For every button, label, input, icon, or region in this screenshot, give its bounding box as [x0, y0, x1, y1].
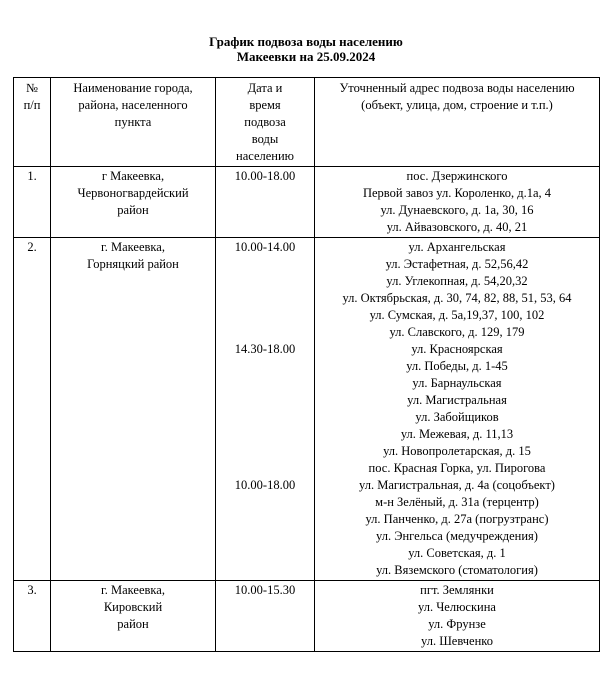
time-line: [218, 375, 312, 392]
header-time: [216, 78, 315, 167]
address-line: ул. Сумская, д. 5а,19,37, 100, 102: [369, 308, 545, 322]
title-line-2: Макеевки на 25.09.2024: [236, 49, 376, 64]
header-num: [14, 78, 51, 167]
time-line: [218, 443, 312, 460]
address-line: ул. Победы, д. 1-45: [406, 359, 508, 373]
address-line: ул. Забойщиков: [415, 410, 499, 424]
row-number: 1.: [14, 167, 51, 238]
place-line: Червоногвардейский: [77, 186, 189, 200]
place-line: г. Макеевка,: [101, 583, 165, 597]
place-line: район: [117, 617, 149, 631]
address-line: ул. Славского, д. 129, 179: [389, 325, 525, 339]
address-line: ул. Советская, д. 1: [408, 546, 506, 560]
time-line: [218, 392, 312, 409]
table-header-row: [14, 78, 600, 167]
header-text-line: №: [26, 81, 38, 95]
address-line: ул. Межевая, д. 11,13: [400, 427, 514, 441]
table-body: [14, 167, 600, 652]
header-text-line: п/п: [23, 98, 41, 112]
header-text-line: пункта: [114, 115, 152, 129]
header-address: [315, 78, 600, 167]
row-addresses: [315, 238, 600, 581]
address-line: ул. Шевченко: [421, 634, 493, 648]
row-number: 2.: [14, 238, 51, 581]
header-text-line: Уточненный адрес подвоза воды населению: [339, 81, 575, 95]
place-line: район: [117, 203, 149, 217]
time-line: 14.30-18.00: [234, 342, 296, 356]
header-text-line: Наименование города,: [73, 81, 193, 95]
header-text-line: воды: [251, 132, 279, 146]
address-line: ул. Дунаевского, д. 1а, 30, 16: [380, 203, 534, 217]
header-text-line: населению: [236, 149, 294, 163]
address-line: ул. Красноярская: [411, 342, 503, 356]
address-line: ул. Айвазовского, д. 40, 21: [386, 220, 528, 234]
address-line: ул. Октябрьская, д. 30, 74, 82, 88, 51, 53, 64: [342, 291, 572, 305]
row-place: [51, 238, 216, 581]
header-text-line: (объект, улица, дом, строение и т.п.): [361, 98, 553, 112]
address-line: ул. Панченко, д. 27а (погрузтранс): [365, 512, 549, 526]
row-time: [216, 581, 315, 652]
time-line: [218, 426, 312, 443]
place-line: Горняцкий район: [87, 257, 179, 271]
table-row: [14, 167, 600, 238]
header-text-line: подвоза: [244, 115, 286, 129]
address-line: ул. Эстафетная, д. 52,56,42: [385, 257, 529, 271]
row-time: [216, 238, 315, 581]
time-line: 10.00-14.00: [234, 240, 296, 254]
row-place: [51, 167, 216, 238]
table-row: [14, 238, 600, 581]
row-time: [216, 167, 315, 238]
address-line: пгт. Землянки: [420, 583, 494, 597]
row-addresses: [315, 581, 600, 652]
time-line: 10.00-18.00: [234, 169, 296, 183]
row-place: [51, 581, 216, 652]
time-line: [218, 290, 312, 307]
address-line: ул. Фрунзе: [428, 617, 486, 631]
time-line: [218, 324, 312, 341]
address-line: ул. Челюскина: [418, 600, 496, 614]
address-line: Первой завоз ул. Короленко, д.1а, 4: [362, 186, 551, 200]
title-line-1: График подвоза воды населению: [209, 34, 403, 49]
water-delivery-schedule-table: [13, 77, 600, 652]
address-line: ул. Новопролетарская, д. 15: [383, 444, 531, 458]
time-line: 10.00-15.30: [234, 583, 296, 597]
time-line: [218, 273, 312, 290]
address-line: ул. Магистральная, д. 4а (соцобъект): [359, 478, 555, 492]
address-line: пос. Дзержинского: [406, 169, 508, 183]
address-line: ул. Архангельская: [408, 240, 506, 254]
place-line: Кировский: [103, 600, 163, 614]
place-line: г. Макеевка,: [101, 240, 165, 254]
row-addresses: [315, 167, 600, 238]
header-text-line: Дата и: [247, 81, 283, 95]
address-line: ул. Углекопная, д. 54,20,32: [386, 274, 528, 288]
time-line: [218, 256, 312, 273]
time-line: [218, 307, 312, 324]
address-line: м-н Зелёный, д. 31а (терцентр): [375, 495, 539, 509]
row-number: 3.: [14, 581, 51, 652]
header-text-line: района, населенного: [78, 98, 188, 112]
address-line: ул. Магистральная: [407, 393, 507, 407]
time-line: [218, 358, 312, 375]
address-line: ул. Энгельса (медучреждения): [376, 529, 538, 543]
address-line: ул. Барнаульская: [412, 376, 502, 390]
time-line: [218, 460, 312, 477]
time-line: [218, 409, 312, 426]
document-title: [0, 34, 612, 64]
time-line: 10.00-18.00: [234, 478, 296, 492]
header-text-line: время: [249, 98, 281, 112]
table-row: [14, 581, 600, 652]
address-line: пос. Красная Горка, ул. Пирогова: [368, 461, 546, 475]
address-line: ул. Вяземского (стоматология): [376, 563, 538, 577]
header-place: [51, 78, 216, 167]
place-line: г Макеевка,: [101, 169, 165, 183]
